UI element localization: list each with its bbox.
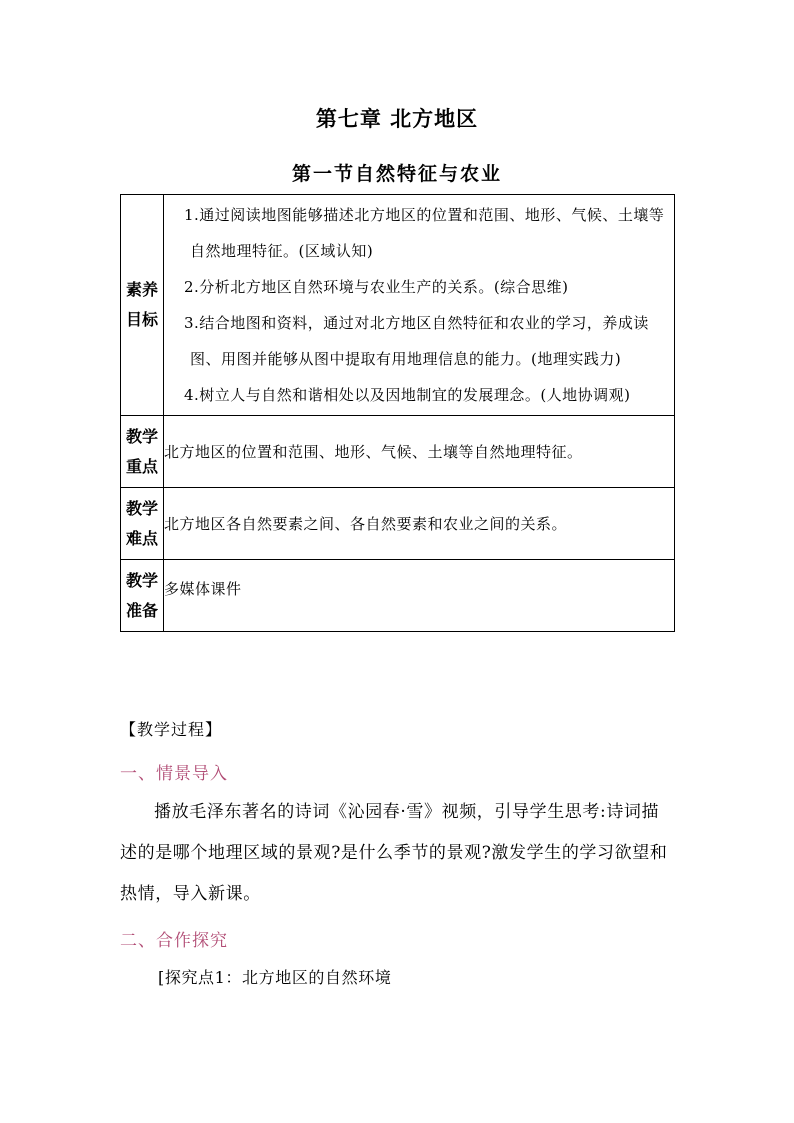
key-head-line-2: 重点 [125,456,158,476]
key-points-header [121,416,164,488]
goal-list [164,195,674,415]
goals-cell [164,195,675,416]
lesson-plan-table [120,194,675,632]
difficult-points-row [121,488,675,560]
preparation-text: 多媒体课件 [164,560,675,632]
goal-item-2: 2.分析北方地区自然环境与农业生产的关系。(综合思维) [184,278,569,296]
goal-item-3: 3.结合地图和资料，通过对北方地区自然特征和农业的学习，养成读图、用图并能够从图中提取有用地理信息的能力。(地理实践力) [184,314,649,368]
intro-paragraph: 播放毛泽东著名的诗词《沁园春·雪》视频，引导学生思考:诗词描述的是哪个地理区域的景观?是什么季节的景观?激发学生的学习欲望和热情，导入新课。 [120,802,668,904]
explore-point-label: [探究点1：北方地区的自然环境 [158,968,392,987]
difficult-points-header [121,488,164,560]
key-head-line-1: 教学 [125,426,158,446]
key-points-text: 北方地区的位置和范围、地形、气候、土壤等自然地理特征。 [164,416,675,488]
goal-item-4: 4.树立人与自然和谐相处以及因地制宜的发展理念。(人地协调观) [184,386,631,404]
section-heading-explore: 二、合作探究 [120,931,228,951]
difficult-head-line-2: 难点 [125,528,158,548]
preparation-header [121,560,164,632]
goals-head-line-2: 目标 [125,310,158,329]
difficult-head-line-1: 教学 [125,498,158,518]
section-heading-intro: 一、情景导入 [120,764,228,784]
chapter-title: 第七章 北方地区 [315,107,479,131]
goals-row-header [121,195,164,416]
goal-item-1: 1.通过阅读地图能够描述北方地区的位置和范围、地形、气候、土壤等自然地理特征。(区域认知) [184,206,665,260]
prep-head-line-2: 准备 [125,600,158,620]
key-points-row [121,416,675,488]
prep-head-line-1: 教学 [125,570,158,590]
preparation-row [121,560,675,632]
difficult-points-text: 北方地区各自然要素之间、各自然要素和农业之间的关系。 [164,488,675,560]
section-title: 第一节自然特征与农业 [291,163,502,185]
goals-head-line-1: 素养 [125,280,158,299]
process-heading: 【教学过程】 [120,720,223,739]
goals-row [121,195,675,416]
